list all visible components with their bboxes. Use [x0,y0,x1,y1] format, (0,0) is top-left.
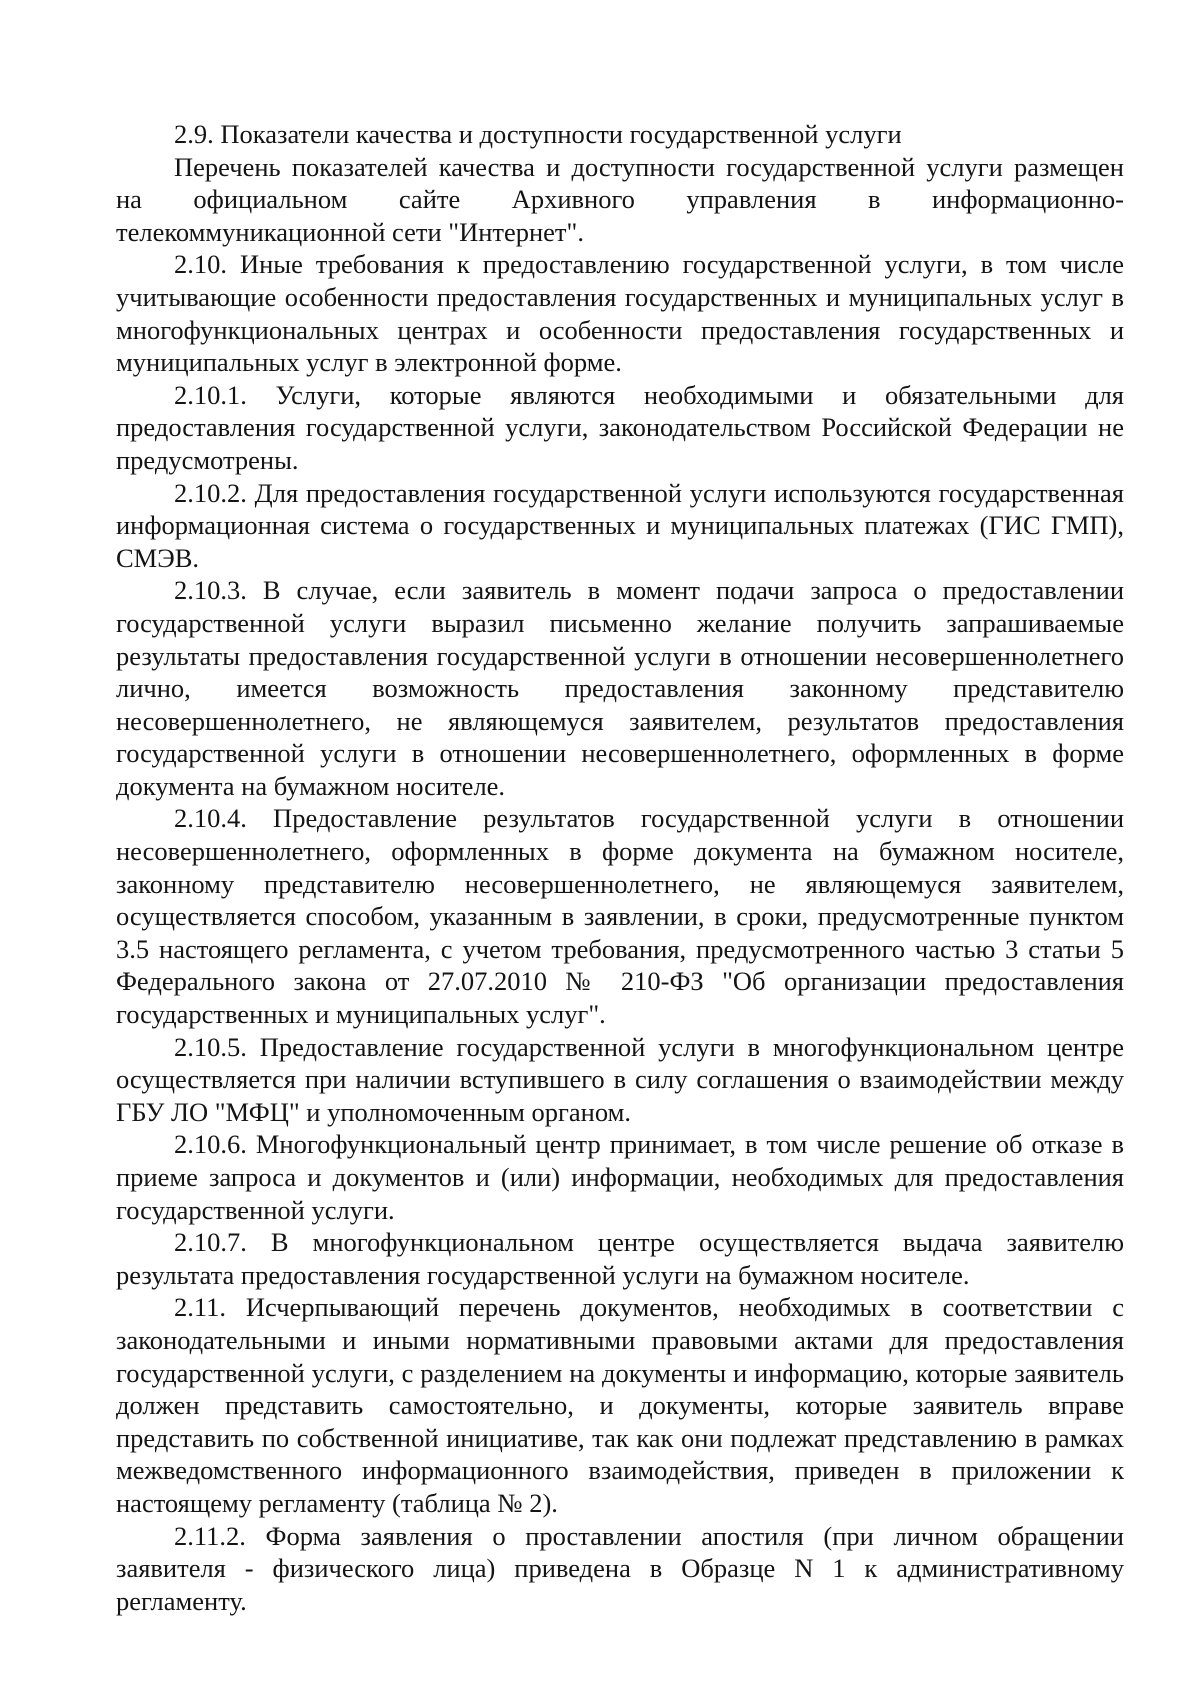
paragraph-2-10: 2.10. Иные требования к предоставлению государственной услуги, в том числе учитывающие особенности предоставления государственных и муниципальных услуг в многофункциональных центрах и особенности предоставления государственных и муниципальных услуг в электронной форме. [116,249,1124,378]
section-heading-2-9: 2.9. Показатели качества и доступности государственной услуги [174,119,902,149]
paragraph-2-11: 2.11. Исчерпывающий перечень документов, необходимых в соответствии с законодательными и иными нормативными правовыми актами для предоставления государственной услуги, с разделением на документы и информацию, которые заявитель должен представить самостоятельно, и документы, которые заявитель вправе представить по собственной инициативе, так как они подлежат представлению в рамках межведомственного информационного взаимодействия, приведен в приложении к настоящему регламенту (таблица № 2). [116,1292,1124,1518]
paragraph-2-10-6: 2.10.6. Многофункциональный центр принимает, в том числе решение об отказе в приеме запроса и документов и (или) информации, необходимых для предоставления государственной услуги. [116,1129,1124,1225]
paragraph-2-10-4: 2.10.4. Предоставление результатов государственной услуги в отношении несовершеннолетнего, оформленных в форме документа на бумажном носителе, законному представителю несовершеннолетнего, не являющемуся заявителем, осуществляется способом, указанным в заявлении, в сроки, предусмотренные пунктом 3.5 настоящего регламента, с учетом требования, предусмотренного частью 3 статьи 5 Федерального закона от 27.07.2010 № 210-ФЗ "Об организации предоставления государственных и муниципальных услуг". [116,803,1124,1030]
paragraph-2-11-2: 2.11.2. Форма заявления о проставлении апостиля (при личном обращении заявителя - физического лица) приведена в Образце N 1 к административному регламенту. [116,1520,1124,1616]
paragraph-2-10-2: 2.10.2. Для предоставления государственной услуги используются государственная информационная система о государственных и муниципальных платежах (ГИС ГМП), СМЭВ. [116,477,1124,573]
paragraph-2-10-5: 2.10.5. Предоставление государственной услуги в многофункциональном центре осуществляется при наличии вступившего в силу соглашения о взаимодействии между ГБУ ЛО "МФЦ" и уполномоченным органом. [116,1031,1124,1127]
paragraph-2-10-7: 2.10.7. В многофункциональном центре осуществляется выдача заявителю результата предоставления государственной услуги на бумажном носителе. [116,1227,1124,1290]
paragraph-quality-indicators: Перечень показателей качества и доступности государственной услуги размещен на официальном сайте Архивного управления в информационно-телекоммуникационной сети "Интернет". [116,151,1124,247]
paragraph-2-10-1: 2.10.1. Услуги, которые являются необходимыми и обязательными для предоставления государственной услуги, законодательством Российской Федерации не предусмотрены. [116,379,1124,475]
document-body [116,118,1124,1617]
paragraph-2-10-3: 2.10.3. В случае, если заявитель в момент подачи запроса о предоставлении государственной услуги выразил письменно желание получить запрашиваемые результаты предоставления государственной услуги в отношении несовершеннолетнего лично, имеется возможность предоставления законному представителю несовершеннолетнего, не являющемуся заявителем, результатов предоставления государственной услуги в отношении несовершеннолетнего, оформленных в форме документа на бумажном носителе. [116,575,1124,801]
